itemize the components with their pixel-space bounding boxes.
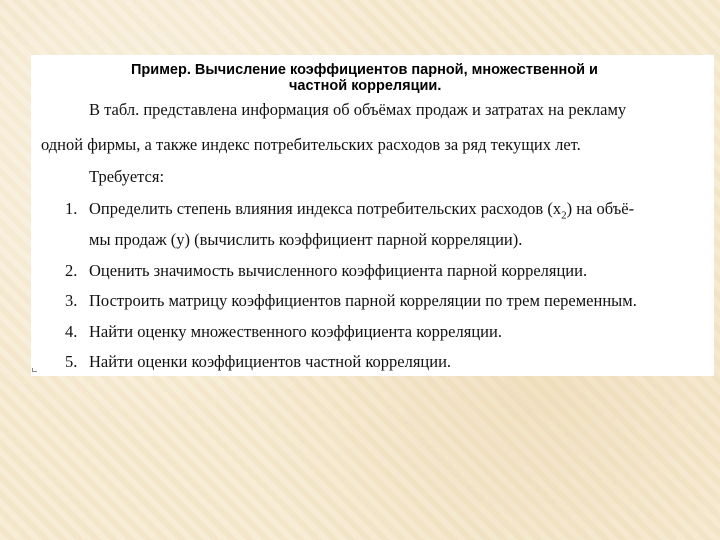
- item-number-2: 2.: [65, 261, 78, 280]
- intro-line-2: одной фирмы, а также индекс потребительских расходов за ряд текущих лет.: [41, 135, 581, 154]
- intro-line-1: В табл. представлена информация об объёмах продаж и затратах на рекламу: [89, 100, 627, 119]
- content-panel: [31, 55, 714, 376]
- requirement-label: Требуется:: [89, 167, 165, 186]
- item-text-1-continuation: мы продаж (у) (вычислить коэффициент парной корреляции).: [89, 230, 523, 249]
- item-text-3: Построить матрицу коэффициентов парной корреляции по трем переменным.: [89, 291, 637, 310]
- item-1-text-b: ) на объё-: [566, 199, 635, 218]
- item-text-5: Найти оценки коэффициентов частной корреляции.: [89, 352, 452, 371]
- item-1-text-a: Определить степень влияния индекса потребительских расходов (х: [89, 199, 562, 218]
- corner-mark: [32, 368, 37, 372]
- item-text-2: Оценить значимость вычисленного коэффициента парной корреляции.: [89, 261, 588, 280]
- slide-title: [131, 62, 651, 94]
- item-text-4: Найти оценку множественного коэффициента корреляции.: [89, 322, 502, 341]
- item-number-3: 3.: [65, 291, 78, 310]
- title-line-2: частной корреляции.: [289, 78, 442, 94]
- item-text-1: [89, 199, 634, 221]
- item-number-5: 5.: [65, 352, 78, 371]
- title-line-1: Пример. Вычисление коэффициентов парной, множественной и: [131, 62, 598, 78]
- item-1-subscript: 2: [561, 209, 567, 222]
- item-number-1: 1.: [65, 199, 78, 218]
- item-number-4: 4.: [65, 322, 78, 341]
